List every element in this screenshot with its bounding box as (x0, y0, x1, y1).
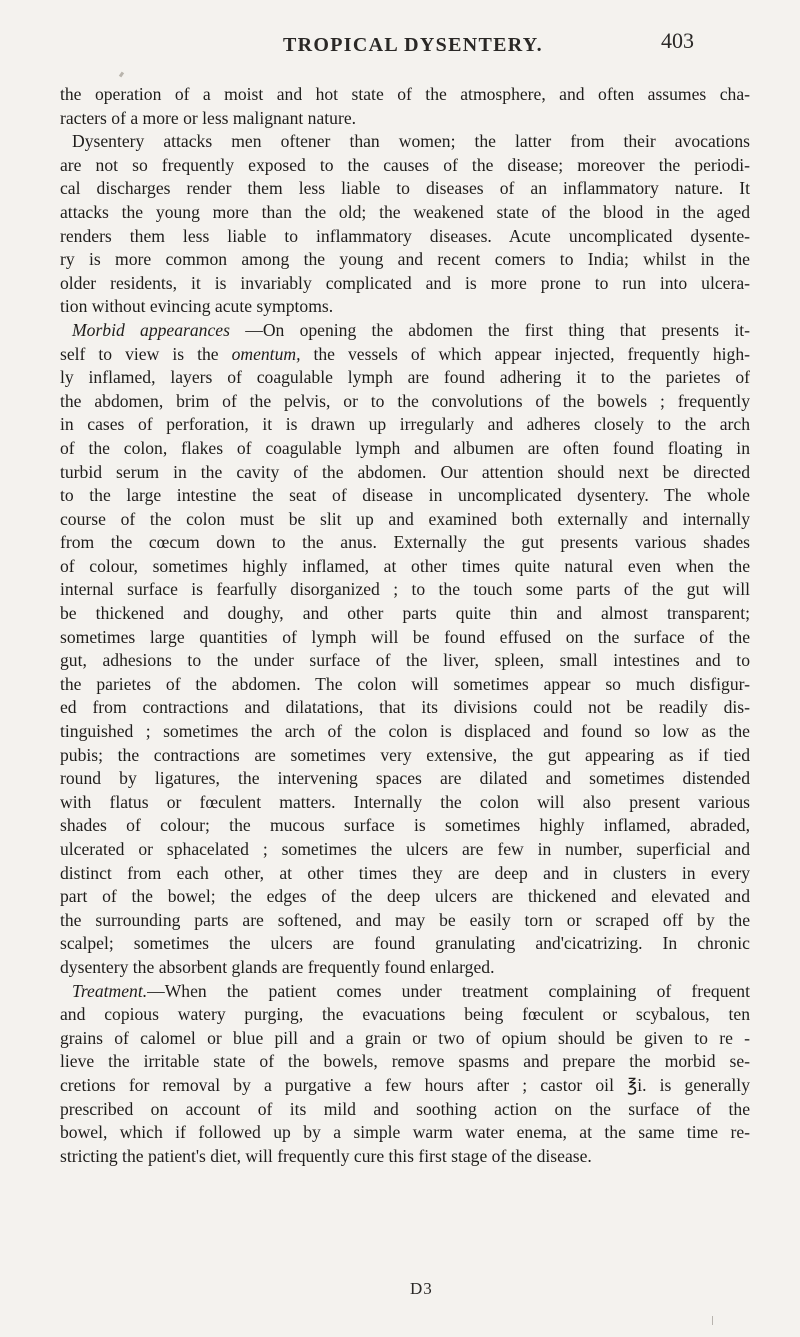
text-line: course of the colon must be slit up and examined both externally and internally (60, 508, 750, 529)
running-title: TROPICAL DYSENTERY. (283, 34, 543, 56)
text-line: ed from contractions and dilatations, that its divisions could not be readily dis- (60, 697, 750, 718)
text-line: sometimes large quantities of lymph will be found effused on the surface of the (60, 626, 750, 647)
text-line (60, 343, 750, 367)
text-line: from the cœcum down to the anus. Externally the gut presents various shades (60, 532, 750, 553)
text-run: self to view is the (60, 343, 219, 364)
morbid-appearances-heading: Morbid appearances (72, 319, 230, 340)
paper-speck (119, 72, 124, 78)
text-line: in cases of perforation, it is drawn up irregularly and adheres closely to the arch (60, 414, 750, 435)
text-line: distinct from each other, at other times they are deep and in clusters in every (60, 862, 750, 883)
text-line: the surrounding parts are softened, and may be easily torn or scraped off by the (60, 909, 750, 930)
page-header (0, 28, 800, 64)
signature-mark: D3 (410, 1279, 433, 1298)
text-line: shades of colour; the mucous surface is sometimes highly inflamed, abraded, (60, 815, 750, 836)
text-line: cal discharges render them less liable to diseases of an inflammatory nature. It (60, 178, 750, 199)
text-line: scalpel; sometimes the ulcers are found granulating and'cicatrizing. In chronic (60, 933, 750, 954)
text-line (60, 980, 750, 1004)
text-line: to the large intestine the seat of disease in uncomplicated dysentery. The whole (60, 485, 750, 506)
text-line: are not so frequently exposed to the causes of the disease; moreover the periodi- (60, 154, 750, 175)
text-run: the vessels of which appear injected, frequently high- (313, 343, 750, 364)
text-line: round by ligatures, the intervening spaces are dilated and sometimes distended (60, 768, 750, 789)
text-line: older residents, it is invariably complicated and is more prone to run into ulcera- (60, 272, 750, 293)
text-run: —On opening the abdomen the first thing that presents it- (245, 319, 750, 340)
text-line: of the colon, flakes of coagulable lymph and albumen are often found floating in (60, 437, 750, 458)
text-line: part of the bowel; the edges of the deep ulcers are thickened and elevated and (60, 886, 750, 907)
text-line: gut, adhesions to the under surface of the liver, spleen, small intestines and to (60, 650, 750, 671)
text-line: tinguished ; sometimes the arch of the colon is displaced and found so low as the (60, 721, 750, 742)
text-line: internal surface is fearfully disorganized ; to the touch some parts of the gut will (60, 579, 750, 600)
page-number: 403 (661, 28, 694, 53)
text-line: the parietes of the abdomen. The colon will sometimes appear so much disfigur- (60, 673, 750, 694)
text-line: turbid serum in the cavity of the abdomen. Our attention should next be directed (60, 461, 750, 482)
text-run: —When the patient comes under treatment complaining of frequent (147, 980, 750, 1001)
text-line: dysentery the absorbent glands are frequently found enlarged. (60, 956, 495, 977)
text-line: the operation of a moist and hot state of the atmosphere, and often assumes cha- (60, 84, 750, 104)
text-line: ulcerated or sphacelated ; sometimes the ulcers are few in number, superficial and (60, 839, 750, 859)
text-line: lieve the irritable state of the bowels, remove spasms and prepare the morbid se- (60, 1051, 750, 1072)
text-line: tion without evincing acute symptoms. (60, 296, 334, 317)
text-line: Dysentery attacks men oftener than women; the latter from their avocations (72, 131, 750, 152)
text-line: of colour, sometimes highly inflamed, at other times quite natural even when the (60, 555, 750, 576)
text-line: attacks the young more than the old; the weakened state of the blood in the aged (60, 201, 750, 222)
text-line: cretions for removal by a purgative a few hours after ; castor oil ℥i. is generally (60, 1074, 750, 1095)
text-line: stricting the patient's diet, will frequently cure this first stage of the disease. (60, 1145, 592, 1166)
text-line: ry is more common among the young and recent comers to India; whilst in the (60, 249, 750, 270)
text-line: and copious watery purging, the evacuations being fœculent or scybalous, ten (60, 1004, 750, 1025)
text-line: with flatus or fœculent matters. Internally the colon will also present various (60, 791, 750, 812)
text-line: bowel, which if followed up by a simple warm water enema, at the same time re- (60, 1122, 750, 1143)
body-text (60, 83, 750, 1168)
text-line (60, 319, 750, 343)
omentum-term: omentum, (231, 343, 301, 364)
treatment-heading: Treatment. (72, 980, 148, 1001)
text-line: renders them less liable to inflammatory diseases. Acute uncomplicated dysente- (60, 225, 750, 246)
text-line: prescribed on account of its mild and soothing action on the surface of the (60, 1098, 750, 1119)
text-line: grains of calomel or blue pill and a grain or two of opium should be given to re - (60, 1027, 750, 1048)
text-line: be thickened and doughy, and other parts quite thin and almost transparent; (60, 603, 750, 624)
text-line: racters of a more or less malignant nature. (60, 107, 357, 128)
text-line: ly inflamed, layers of coagulable lymph are found adhering it to the parietes of (60, 367, 750, 388)
text-line: the abdomen, brim of the pelvis, or to the convolutions of the bowels ; frequently (60, 390, 750, 411)
text-line: pubis; the contractions are sometimes very extensive, the gut appearing as if tied (60, 744, 750, 765)
paper-mark (712, 1316, 713, 1325)
